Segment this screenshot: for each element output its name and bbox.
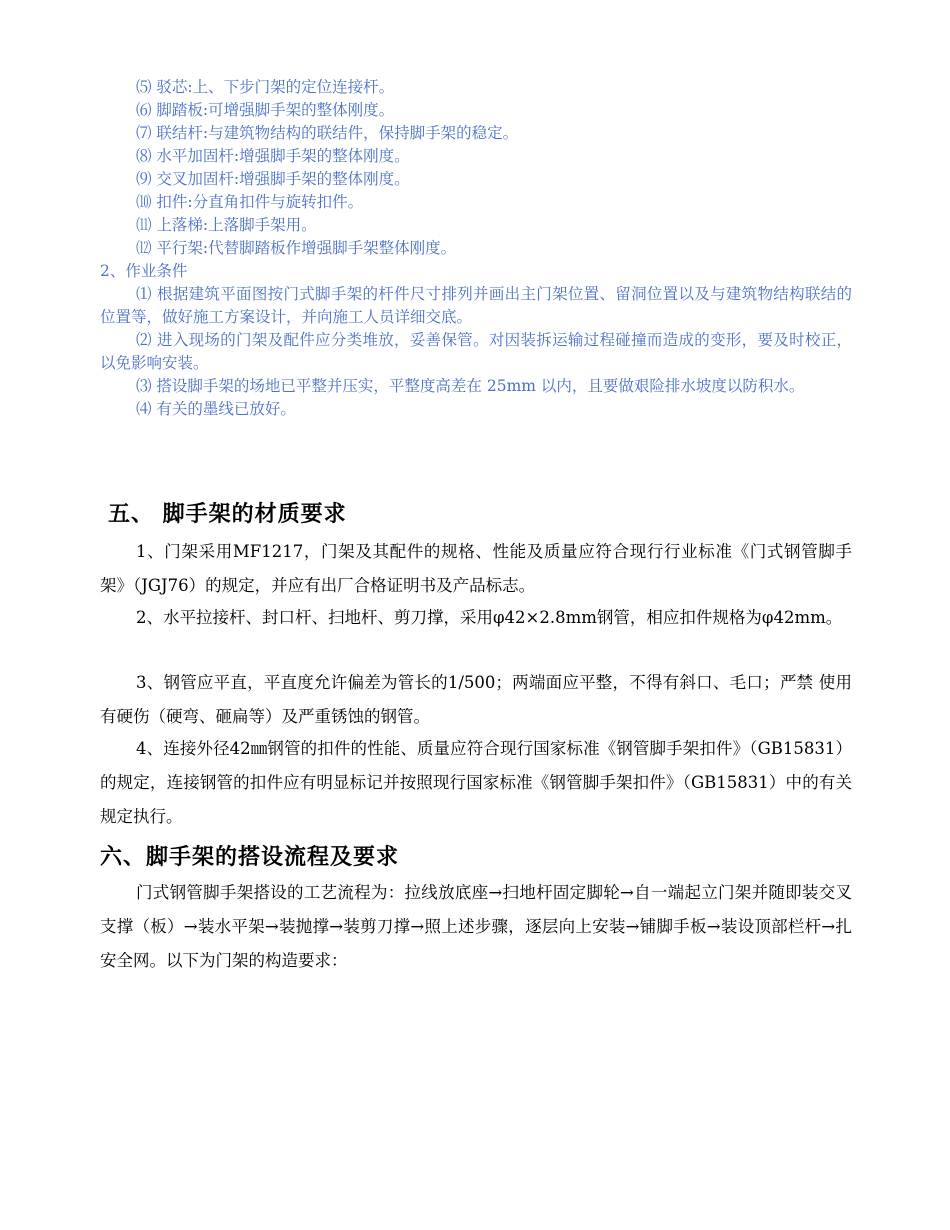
- component-item: ⑾ 上落梯:上落脚手架用。: [136, 216, 317, 234]
- condition-paragraph: ⑷ 有关的墨线已放好。: [136, 400, 296, 418]
- section-5-paragraph: 2、水平拉接杆、封口杆、扫地杆、剪刀撑，采用φ42×2.8mm钢管，相应扣件规格为φ42mm。: [136, 608, 843, 627]
- section-5-paragraph: 4、连接外径42㎜钢管的扣件的性能、质量应符合现行国家标准《钢管脚手架扣件》（GB15831）的规定，连接钢管的扣件应有明显标记并按照现行国家标准《钢管脚手架扣件》（GB15831）中的有关规定执行。: [100, 739, 852, 826]
- condition-paragraph: ⑶ 搭设脚手架的场地已平整并压实，平整度高差在 25mm 以内，且要做艰险排水坡度以防积水。: [136, 377, 805, 395]
- section-5-paragraph: 1、门架采用MF1217，门架及其配件的规格、性能及质量应符合现行行业标准《门式钢管脚手架》（JGJ76）的规定，并应有出厂合格证明书及产品标志。: [100, 542, 852, 595]
- work-conditions-heading: 2、作业条件: [100, 262, 188, 280]
- section-5-title: 五、 脚手架的材质要求: [108, 501, 347, 527]
- component-item: ⑻ 水平加固杆:增强脚手架的整体刚度。: [136, 147, 410, 165]
- section-6-title: 六、脚手架的搭设流程及要求: [100, 844, 400, 870]
- component-item: ⑸ 驳芯:上、下步门架的定位连接杆。: [136, 78, 395, 96]
- section-5-paragraph: 3、钢管应平直，平直度允许偏差为管长的1/500；两端面应平整，不得有斜口、毛口；严禁 使用有硬伤（硬弯、砸扁等）及严重锈蚀的钢管。: [100, 673, 852, 726]
- condition-paragraph: ⑵ 进入现场的门架及配件应分类堆放，妥善保管。对因装拆运输过程碰撞而造成的变形，要及时校正，以免影响安装。: [100, 331, 852, 372]
- component-item: ⑼ 交叉加固杆:增强脚手架的整体刚度。: [136, 170, 410, 188]
- component-item: ⑹ 脚踏板:可增强脚手架的整体刚度。: [136, 101, 395, 119]
- component-item: ⑽ 扣件:分直角扣件与旋转扣件。: [136, 193, 364, 211]
- work-conditions-block: [100, 76, 852, 421]
- component-item: ⑿ 平行架:代替脚踏板作增强脚手架整体刚度。: [136, 239, 457, 257]
- component-item: ⑺ 联结杆:与建筑物结构的联结件，保持脚手架的稳定。: [136, 124, 519, 142]
- condition-paragraph: ⑴ 根据建筑平面图按门式脚手架的杆件尺寸排列并画出主门架位置、留洞位置以及与建筑物结构联结的位置等，做好施工方案设计，并向施工人员详细交底。: [100, 285, 852, 326]
- section-6-paragraph: 门式钢管脚手架搭设的工艺流程为：拉线放底座→扫地杆固定脚轮→自一端起立门架并随即装交叉支撑（板）→装水平架→装抛撑→装剪刀撑→照上述步骤，逐层向上安装→铺脚手板→装设顶部栏杆→扎安全网。以下为门架的构造要求：: [100, 883, 852, 970]
